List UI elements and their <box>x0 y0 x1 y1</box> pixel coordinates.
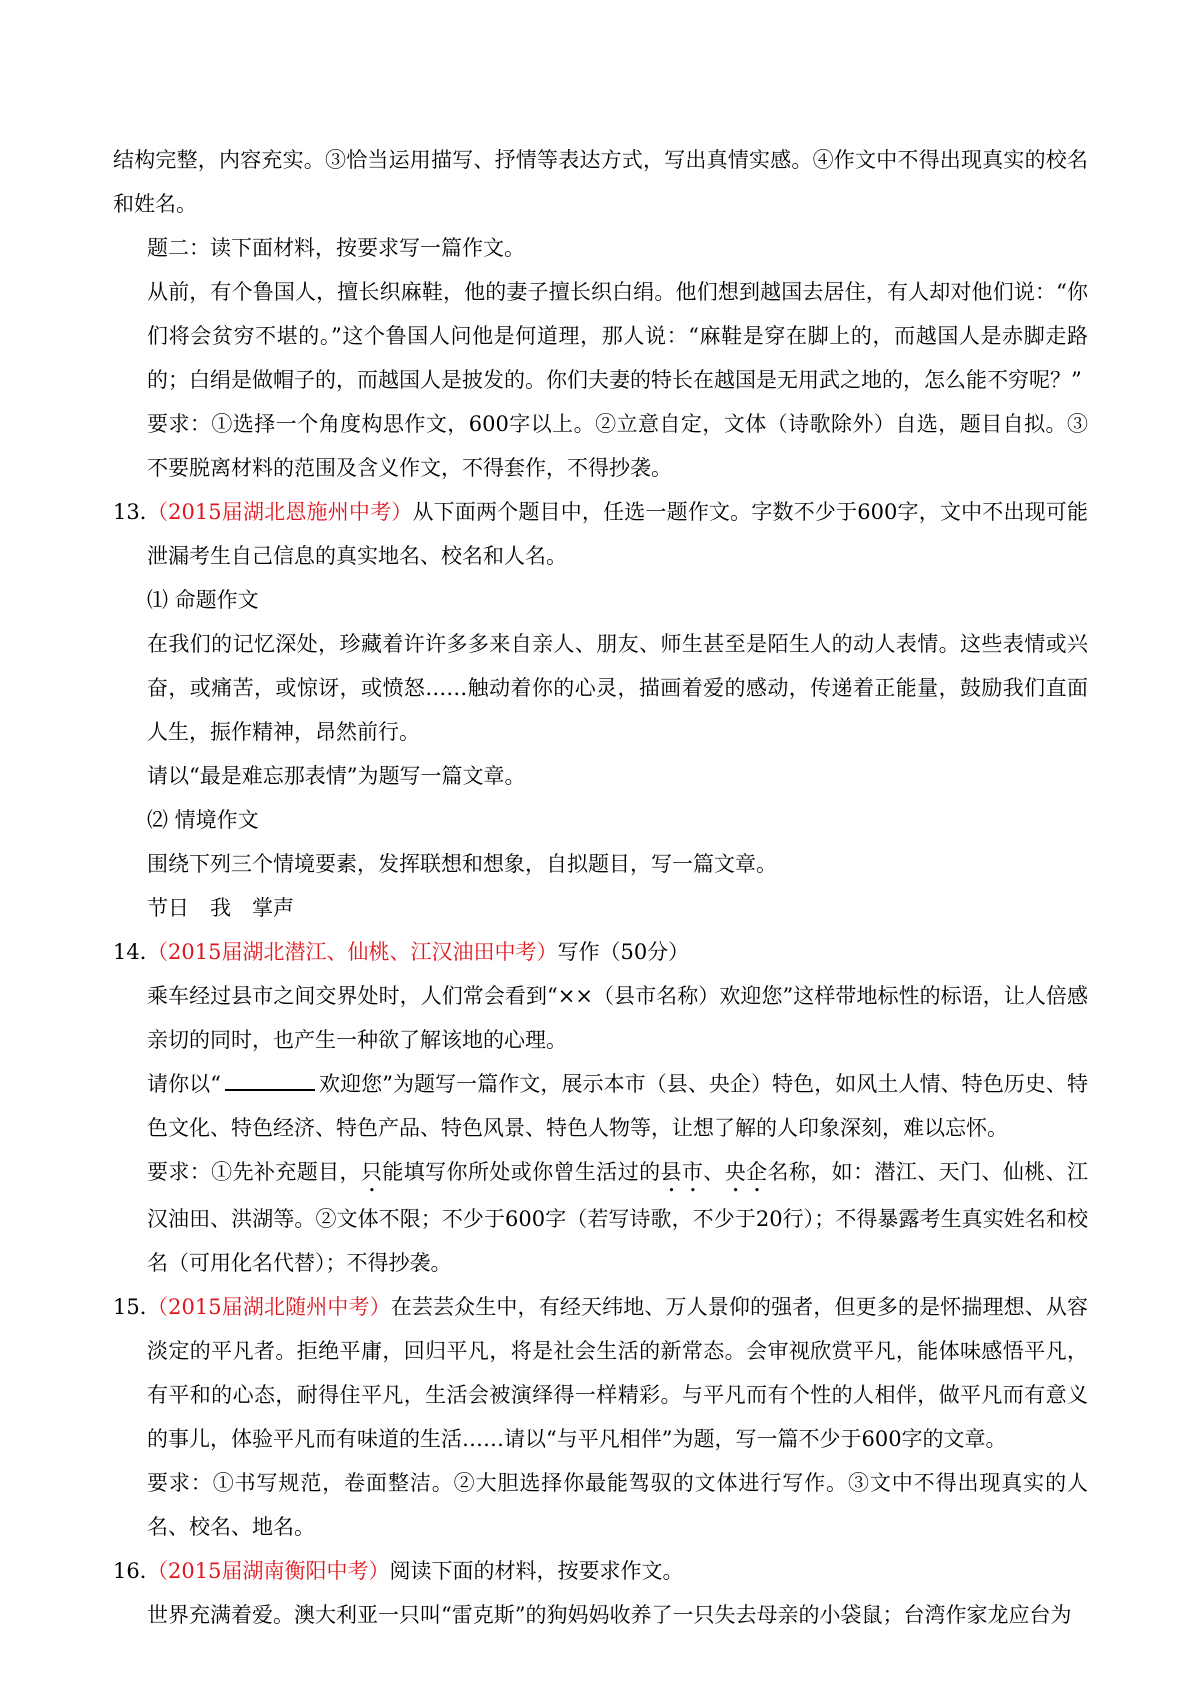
question-14 <box>113 930 1088 974</box>
question-16 <box>113 1549 1088 1593</box>
question-text: 阅读下面的材料，按要求作文。 <box>389 1559 684 1583</box>
question-text: 从下面两个题目中，任选一题作文。字数不少于600字，文中不出现可能泄漏考生自己信息的真实地名、校名和人名。 <box>147 500 1088 568</box>
subtopic-1-title: ⑴ 命题作文 <box>147 588 259 612</box>
document-body <box>113 138 1088 1637</box>
subtopic-1-text: 在我们的记忆深处，珍藏着许许多多来自亲人、朋友、师生甚至是陌生人的动人表情。这些表情或兴奋，或痛苦，或惊讶，或愤怒……触动着你的心灵，描画着爱的感动，传递着正能量，鼓励我们直面人生，振作精神，昂然前行。 <box>147 632 1088 744</box>
question-number: 16． <box>113 1559 161 1583</box>
question-source: （2015届湖南衡阳中考） <box>147 1559 390 1583</box>
prompt-text-after: 欢迎您”为题写一篇作文，展示本市（县、央企）特色，如风土人情、特色历史、特色文化、特色经济、特色产品、特色风景、特色人物等，让想了解的人印象深刻，难以忘怀。 <box>147 1072 1088 1140</box>
emphasis-text: 只 <box>360 1160 383 1184</box>
question-text: 在芸芸众生中，有经天纬地、万人景仰的强者，但更多的是怀揣理想、从容淡定的平凡者。拒绝平庸，回归平凡，将是社会生活的新常态。会审视欣赏平凡，能体味感悟平凡，有平和的心态，耐得住平凡，生活会被演绎得一样精彩。与平凡而有个性的人相伴，做平凡而有意义的事儿，体验平凡而有味道的生活……请以“与平凡相伴”为题，写一篇不少于600字的文章。 <box>147 1295 1088 1451</box>
req-text: 能填写你所处或你曾生活过的 <box>382 1160 661 1184</box>
question-15 <box>113 1285 1088 1461</box>
question-15-requirements: 要求：①书写规范，卷面整洁。②大胆选择你最能驾驭的文体进行写作。③文中不得出现真实的人名、校名、地名。 <box>147 1471 1088 1539</box>
subtopic-2-elements: 节日 我 掌声 <box>147 896 294 920</box>
question-14-material: 乘车经过县市之间交界处时，人们常会看到“××（县市名称）欢迎您”这样带地标性的标语，让人倍感亲切的同时，也产生一种欲了解该地的心理。 <box>147 984 1088 1052</box>
question-number: 13． <box>113 500 161 524</box>
question-number: 15． <box>113 1295 161 1319</box>
question-number: 14． <box>113 940 161 964</box>
topic-two-requirements: 要求：①选择一个角度构思作文，600字以上。②立意自定，文体（诗歌除外）自选，题目自拟。③不要脱离材料的范围及含义作文，不得套作，不得抄袭。 <box>147 412 1088 480</box>
subtopic-2-text: 围绕下列三个情境要素，发挥联想和想象，自拟题目，写一篇文章。 <box>147 852 777 876</box>
question-13 <box>113 490 1088 578</box>
question-source: （2015届湖北随州中考） <box>147 1295 391 1319</box>
paragraph-requirements-end: 结构完整，内容充实。③恰当运用描写、抒情等表达方式，写出真情实感。④作文中不得出现真实的校名和姓名。 <box>113 148 1088 216</box>
question-source: （2015届湖北潜江、仙桃、江汉油田中考） <box>147 940 558 964</box>
req-text: 名称，如：潜江、天门、仙桃、江汉油田、洪湖等。②文体不限；不少于600字（若写诗歌，不少于20行）；不得暴露考生真实姓名和校名（可用化名代替）；不得抄袭。 <box>147 1160 1089 1275</box>
req-text: 要求：①先补充题目， <box>147 1160 361 1184</box>
topic-two-heading: 题二：读下面材料，按要求写一篇作文。 <box>147 236 525 260</box>
question-16-material: 世界充满着爱。澳大利亚一只叫“雷克斯”的狗妈妈收养了一只失去母亲的小袋鼠；台湾作家龙应台为 <box>147 1603 1072 1627</box>
prompt-text-before: 请你以“ <box>147 1072 221 1096</box>
emphasis-text: 县市 <box>660 1160 704 1184</box>
question-14-requirements <box>113 1150 1088 1285</box>
material-paragraph: 从前，有个鲁国人，擅长织麻鞋，他的妻子擅长织白绢。他们想到越国去居住，有人却对他们说：“你们将会贫穷不堪的。”这个鲁国人问他是何道理，那人说：“麻鞋是穿在脚上的，而越国人是赤脚走路的；白绢是做帽子的，而越国人是披发的。你们夫妻的特长在越国是无用武之地的，怎么能不穷呢？” <box>147 280 1088 392</box>
question-source: （2015届湖北恩施州中考） <box>147 500 413 524</box>
question-14-prompt <box>113 1062 1088 1150</box>
emphasis-text: 央企 <box>724 1160 768 1184</box>
title-blank <box>225 1067 315 1091</box>
question-text: 写作（50分） <box>557 940 690 964</box>
subtopic-2-title: ⑵ 情境作文 <box>147 808 259 832</box>
subtopic-1-prompt: 请以“最是难忘那表情”为题写一篇文章。 <box>147 764 526 788</box>
req-text: 、 <box>703 1160 725 1184</box>
